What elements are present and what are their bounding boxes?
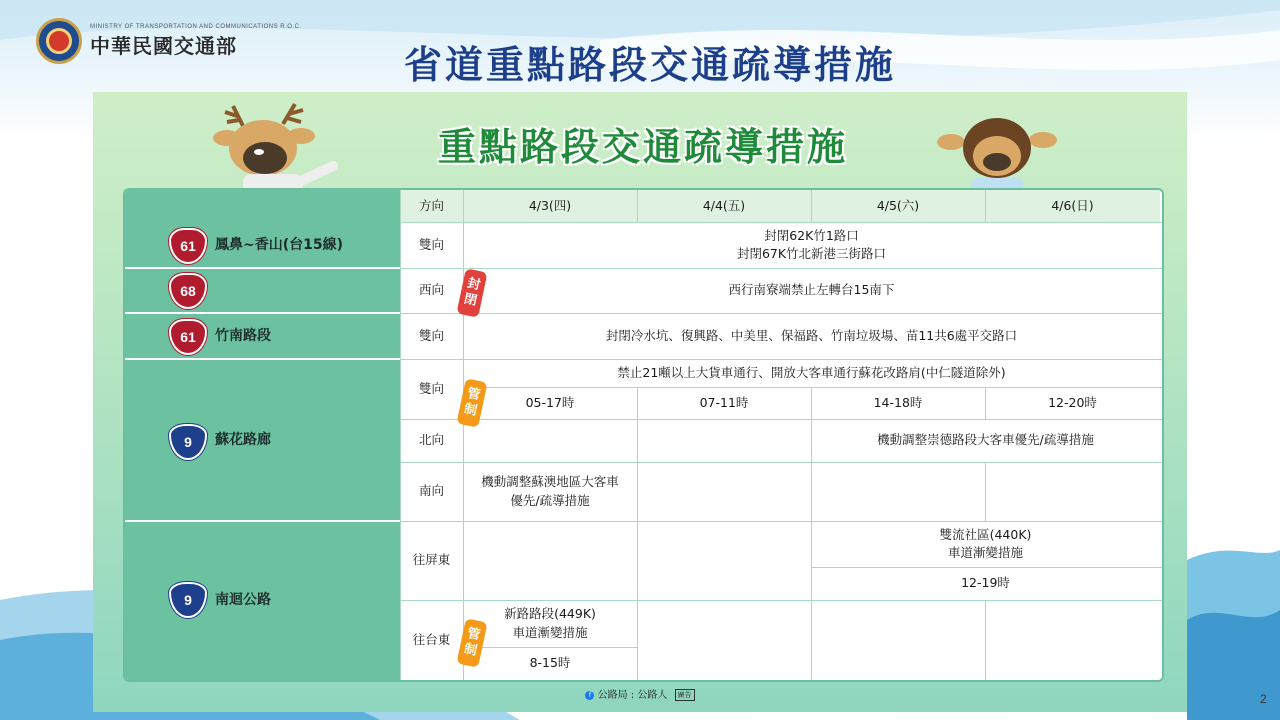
tag-char: 制 xyxy=(462,641,479,660)
suhua-time-4-5: 14-18時 xyxy=(873,394,923,410)
header-date-4-5: 4/5(六) xyxy=(811,190,985,222)
panel-footer xyxy=(93,686,1187,701)
ministry-emblem-icon xyxy=(36,18,82,64)
measure-text: 機動調整蘇澳地區大客車 xyxy=(481,474,619,490)
suhua-time-4-6: 12-20時 xyxy=(1048,394,1097,410)
footer-source: 公路局 : 公路人 xyxy=(597,690,668,701)
direction-cell: 往屏東 xyxy=(400,521,463,600)
ad-badge: 廣告 xyxy=(675,689,695,701)
tag-char: 閉 xyxy=(462,291,479,310)
direction-cell: 往台東 xyxy=(400,600,463,680)
panel-title: 重點路段交通疏導措施 xyxy=(437,125,848,169)
header-route-cell xyxy=(125,190,400,222)
route-61-zhunan-measure: 封閉冷水坑、復興路、中美里、保福路、竹南垃圾場、苗11共6處平交路口 xyxy=(605,327,1018,343)
ministry-name-zh: 中華民國交通部 xyxy=(90,33,237,58)
suhua-time-4-4: 07-11時 xyxy=(699,394,749,410)
route-68-measure: 西行南寮端禁止左轉台15南下 xyxy=(728,282,895,298)
route-name: 南迴公路 xyxy=(215,592,271,609)
measure-text: 封閉62K竹1路口 xyxy=(764,227,859,243)
header-date-4-3: 4/3(四) xyxy=(463,190,637,222)
route-61-fengbi-measure xyxy=(463,222,1160,268)
suhua-northbound-measure: 機動調整崇德路段大客車優先/疏導措施 xyxy=(877,432,1094,448)
nanhui-taitung-measure xyxy=(463,600,637,647)
page-number: 2 xyxy=(1260,692,1267,706)
direction-cell: 雙向 xyxy=(400,313,463,359)
tag-char: 制 xyxy=(462,401,479,420)
ministry-logo xyxy=(36,18,302,64)
provincial-route-9-shield-icon: 9 xyxy=(169,424,207,460)
direction-cell: 北向 xyxy=(400,419,463,462)
nanhui-pingtung-measure xyxy=(811,521,1160,567)
measure-text: 優先/疏導措施 xyxy=(510,492,590,508)
traffic-measures-table xyxy=(123,188,1164,682)
provincial-route-68-shield-icon: 68 xyxy=(169,273,207,309)
route-row-3 xyxy=(125,313,400,359)
facebook-icon: f xyxy=(585,691,594,700)
header-date-4-4: 4/4(五) xyxy=(637,190,811,222)
header-direction: 方向 xyxy=(400,190,463,222)
provincial-route-61-shield-icon: 61 xyxy=(169,228,207,264)
route-row-1 xyxy=(125,222,400,268)
provincial-route-61-shield-icon: 61 xyxy=(169,319,207,355)
route-row-5 xyxy=(125,521,400,680)
measure-text: 雙流社區(440K) xyxy=(939,526,1032,542)
route-row-4 xyxy=(125,359,400,521)
route-name: 蘇花路廊 xyxy=(215,431,271,448)
nanhui-taitung-time: 8-15時 xyxy=(529,655,571,671)
tag-char: 管 xyxy=(465,625,482,644)
measure-text: 新路路段(449K) xyxy=(504,606,596,622)
tag-char: 管 xyxy=(465,385,482,404)
direction-cell: 雙向 xyxy=(400,359,463,419)
deer-mascot-right-icon xyxy=(931,110,1061,194)
measure-text: 車道漸變措施 xyxy=(512,624,588,640)
route-name: 鳳鼻~香山(台15線) xyxy=(215,236,344,253)
route-name: 竹南路段 xyxy=(215,327,271,344)
provincial-route-9-shield-icon: 9 xyxy=(169,582,207,618)
direction-cell: 西向 xyxy=(400,268,463,313)
nanhui-pingtung-time: 12-19時 xyxy=(961,575,1010,591)
tag-char: 封 xyxy=(465,275,482,294)
measure-text: 車道漸變措施 xyxy=(947,545,1023,560)
suhua-time-4-3: 05-17時 xyxy=(525,394,575,410)
measure-text: 封閉67K竹北新港三街路口 xyxy=(736,246,887,261)
direction-cell: 南向 xyxy=(400,462,463,521)
infographic-panel xyxy=(93,92,1187,712)
route-row-2 xyxy=(125,268,400,313)
slide-title: 省道重點路段交通疏導措施 xyxy=(403,43,896,87)
suhua-both-directions-measure: 禁止21噸以上大貨車通行、開放大客車通行蘇花改路肩(中仁隧道除外) xyxy=(617,364,1006,380)
suhua-southbound-measure xyxy=(463,462,637,521)
ministry-name-en: MINISTRY OF TRANSPORTATION AND COMMUNICATIONS R.O.C. xyxy=(90,23,302,30)
direction-cell: 雙向 xyxy=(400,222,463,268)
header-date-4-6: 4/6(日) xyxy=(985,190,1160,222)
